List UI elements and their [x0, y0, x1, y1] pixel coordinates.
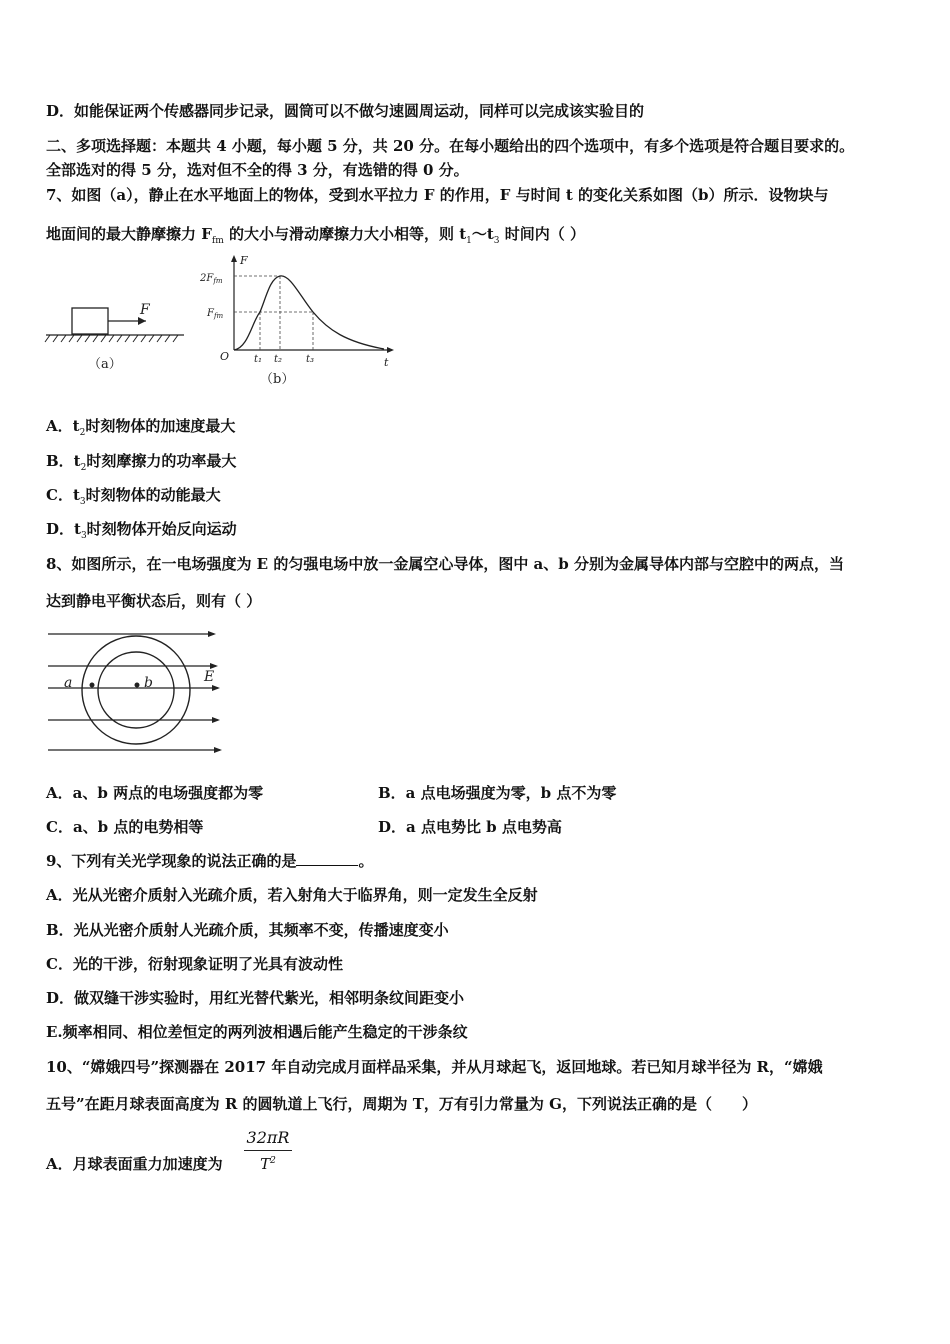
t-axis-label: t	[384, 356, 389, 369]
formula-denominator: $T^2$	[260, 1155, 276, 1173]
force-curve	[234, 276, 384, 350]
label-b: b	[144, 675, 153, 691]
point-a	[90, 683, 95, 688]
q7-figure-b	[196, 250, 402, 390]
q8-stem-line2: 达到静电平衡状态后，则有（ ）	[46, 592, 262, 610]
label-a: a	[64, 675, 73, 691]
origin-label: O	[220, 350, 230, 363]
q9-option-c: C．光的干涉，衍射现象证明了光具有波动性	[46, 955, 343, 973]
t2-label: t₂	[274, 354, 283, 365]
q7-stem-line2: 地面间的最大静摩擦力 $F_{fm}$ 的大小与滑动摩擦力大小相等，则 $t_1\sim t_3$ 时间内（ ）	[46, 225, 585, 246]
point-b	[135, 683, 140, 688]
q7-stem-line1: 7、如图（a），静止在水平地面上的物体，受到水平拉力 F 的作用，F 与时间 t 的变化关系如图（b）所示．设物块与	[46, 186, 829, 204]
gravity-formula	[244, 1128, 292, 1174]
t1-label: t₁	[254, 354, 263, 365]
q6-option-d: D．如能保证两个传感器同步记录，圆筒可以不做匀速圆周运动，同样可以完成该实验目的	[46, 102, 645, 120]
q7-figure-a	[44, 296, 192, 376]
q10-stem-line2: 五号”在距月球表面高度为 R 的圆轨道上飞行，周期为 T，万有引力常量为 G，下列说法正确的是（ ）	[46, 1095, 757, 1113]
q8-option-a: A．a、b 两点的电场强度都为零	[46, 784, 264, 802]
q8-figure	[44, 622, 230, 760]
q7-option-b: B．$t_2$时刻摩擦力的功率最大	[46, 452, 237, 473]
q8-option-c: C．a、b 点的电势相等	[46, 818, 204, 836]
q10-stem-line1: 10、“嫦娥四号”探测器在 2017 年自动完成月面样品采集，并从月球起飞，返回地球。若已知月球半径为 R，“嫦娥	[46, 1058, 823, 1076]
figure-a-caption: （a）	[88, 357, 122, 372]
section-2-header-line2: 全部选对的得 5 分，选对但不全的得 3 分，有选错的得 0 分。	[46, 161, 469, 179]
q7-option-c: C．$t_3$时刻物体的动能最大	[46, 486, 221, 507]
f-axis-label: F	[240, 254, 248, 267]
q9-option-e: E.频率相同、相位差恒定的两列波相遇后能产生稳定的干涉条纹	[46, 1023, 468, 1041]
block	[72, 308, 108, 334]
force-arrowhead	[138, 317, 146, 325]
inner-circle	[98, 652, 174, 728]
field-arrowheads	[208, 631, 222, 753]
q9-option-b: B．光从光密介质射人光疏介质，其频率不变，传播速度变小	[46, 921, 449, 939]
y-label-2ffm: $2F_{fm}$	[200, 273, 223, 285]
figure-b-caption: （b）	[260, 372, 295, 387]
section-2-header-line1: 二、多项选择题：本题共 4 小题，每小题 5 分，共 20 分。在每小题给出的四个选项中，有多个选项是符合题目要求的。	[46, 137, 855, 155]
f-axis-arrow	[231, 255, 237, 262]
q9-option-a: A．光从光密介质射入光疏介质，若入射角大于临界角，则一定发生全反射	[46, 886, 538, 904]
q7-option-d: D．$t_3$时刻物体开始反向运动	[46, 520, 237, 541]
q8-stem-line1: 8、如图所示，在一电场强度为 E 的匀强电场中放一金属空心导体，图中 a、b 分别为金属导体内部与空腔中的两点，当	[46, 555, 844, 573]
q9-stem: 9、下列有关光学现象的说法正确的是 。	[46, 852, 374, 870]
ground-hatch	[45, 335, 178, 342]
t-axis-arrow	[387, 347, 394, 353]
q7-option-a: A．$t_2$时刻物体的加速度最大	[46, 417, 236, 438]
y-label-ffm: $F_{fm}$	[207, 308, 224, 320]
answer-blank	[296, 851, 358, 866]
t3-label: t₃	[306, 354, 315, 365]
label-e: E	[204, 669, 215, 685]
q10-option-a: A．月球表面重力加速度为	[46, 1155, 223, 1173]
formula-numerator: 32πR	[244, 1128, 292, 1151]
q8-option-b: B．a 点电场强度为零，b 点不为零	[378, 784, 617, 802]
q9-option-d: D．做双缝干涉实验时，用红光替代紫光，相邻明条纹间距变小	[46, 989, 465, 1007]
q8-option-d: D．a 点电势比 b 点电势高	[378, 818, 562, 836]
force-label: F	[140, 302, 150, 318]
